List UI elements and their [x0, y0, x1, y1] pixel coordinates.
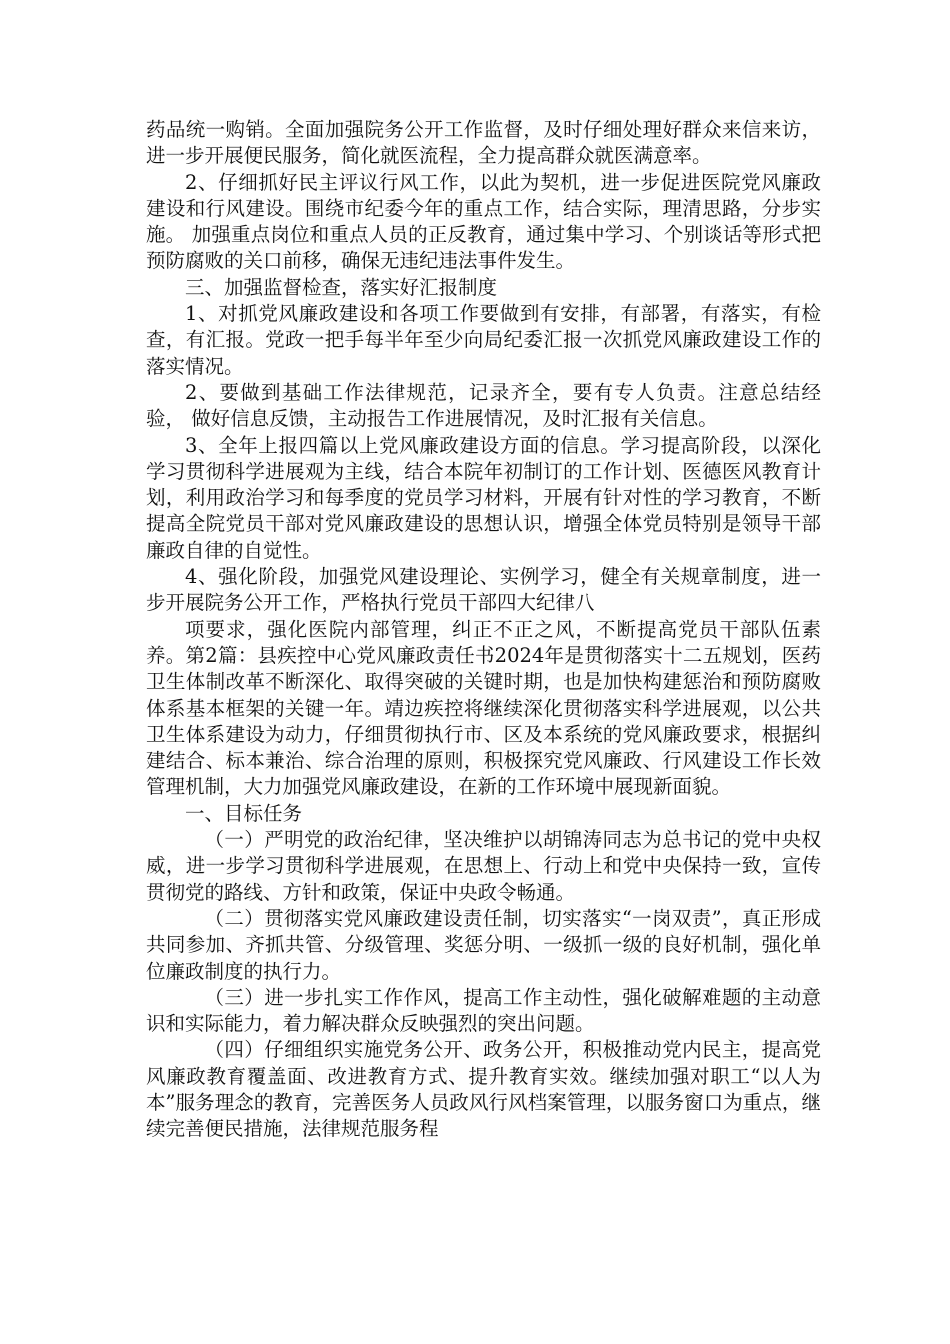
paragraph-item-1-arrangement: 1、对抓党风廉政建设和各项工作要做到有安排，有部署，有落实，有检查，有汇报。党政一把手每半年至少向局纪委汇报一次抓党风廉政建设工作的落实情况。: [146, 302, 821, 378]
section-heading-goals: 一、目标任务: [185, 801, 303, 825]
goal-item-3: （三）进一步扎实工作作风，提高工作主动性，强化破解难题的主动意识和实际能力，着力解决群众反映强烈的突出问题。: [146, 985, 821, 1036]
paragraph-item-3-reporting: 3、全年上报四篇以上党风廉政建设方面的信息。学习提高阶段，以深化学习贯彻科学进展观为主线，结合本院年初制订的工作计划、医德医风教育计划，利用政治学习和每季度的党员学习材料，开展有针对性的学习教育，不断提高全院党员干部对党风廉政建设的思想认识，增强全体党员特别是领导干部廉政自律的自觉性。: [146, 433, 821, 562]
paragraph-item-2-standards: 2、要做到基础工作法律规范，记录齐全，要有专人负责。注意总结经验， 做好信息反馈，主动报告工作进展情况，及时汇报有关信息。: [146, 380, 821, 431]
goal-item-1: （一）严明党的政治纪律，坚决维护以胡锦涛同志为总书记的党中央权威，进一步学习贯彻科学进展观，在思想上、行动上和党中央保持一致，宣传贯彻党的路线、方针和政策，保证中央政令畅通。: [146, 828, 821, 904]
goal-item-2: （二）贯彻落实党风廉政建设责任制，切实落实“一岗双责”，真正形成共同参加、齐抓共管、分级管理、奖惩分明、一级抓一级的良好机制，强化单位廉政制度的执行力。: [146, 906, 821, 983]
document-page: [146, 117, 821, 1143]
paragraph-continuation: 药品统一购销。全面加强院务公开工作监督，及时仔细处理好群众来信来访，进一步开展便民服务，简化就医流程，全力提高群众就医满意率。: [146, 118, 821, 168]
goal-item-4: （四）仔细组织实施党务公开、政务公开，积极推动党内民主，提高党风廉政教育覆盖面、改进教育方式、提升教育实效。继续加强对职工“以人为本”服务理念的教育，完善医务人员政风行风档案管理，以服务窗口为重点，继续完善便民措施，法律规范服务程: [146, 1038, 821, 1141]
section-heading-3: 三、加强监督检查，落实好汇报制度: [185, 275, 498, 299]
paragraph-item-2-democratic-review: 2、仔细抓好民主评议行风工作，以此为契机，进一步促进医院党风廉政建设和行风建设。围绕市纪委今年的重点工作，结合实际，理清思路，分步实施。 加强重点岗位和重点人员的正反教育，通过集中学习、个别谈话等形式把预防腐败的关口前移，确保无违纪违法事件发生。: [146, 170, 821, 273]
paragraph-item-4-strengthening: 4、强化阶段，加强党风建设理论、实例学习，健全有关规章制度，进一步开展院务公开工作，严格执行党员干部四大纪律八: [146, 565, 821, 615]
paragraph-article-2-intro: 项要求，强化医院内部管理，纠正不正之风，不断提高党员干部队伍素养。第2篇：县疾控中心党风廉政责任书2024年是贯彻落实十二五规划，医药卫生体制改革不断深化、取得突破的关键时期，也是加快构建惩治和预防腐败体系基本框架的关键一年。靖边疾控将继续深化贯彻落实科学进展观，以公共卫生体系建设为动力，仔细贯彻执行市、区及本系统的党风廉政要求，根据纠建结合、标本兼治、综合治理的原则，积极探究党风廉政、行风建设工作长效管理机制，大力加强党风廉政建设，在新的工作环境中展现新面貌。: [146, 617, 821, 799]
